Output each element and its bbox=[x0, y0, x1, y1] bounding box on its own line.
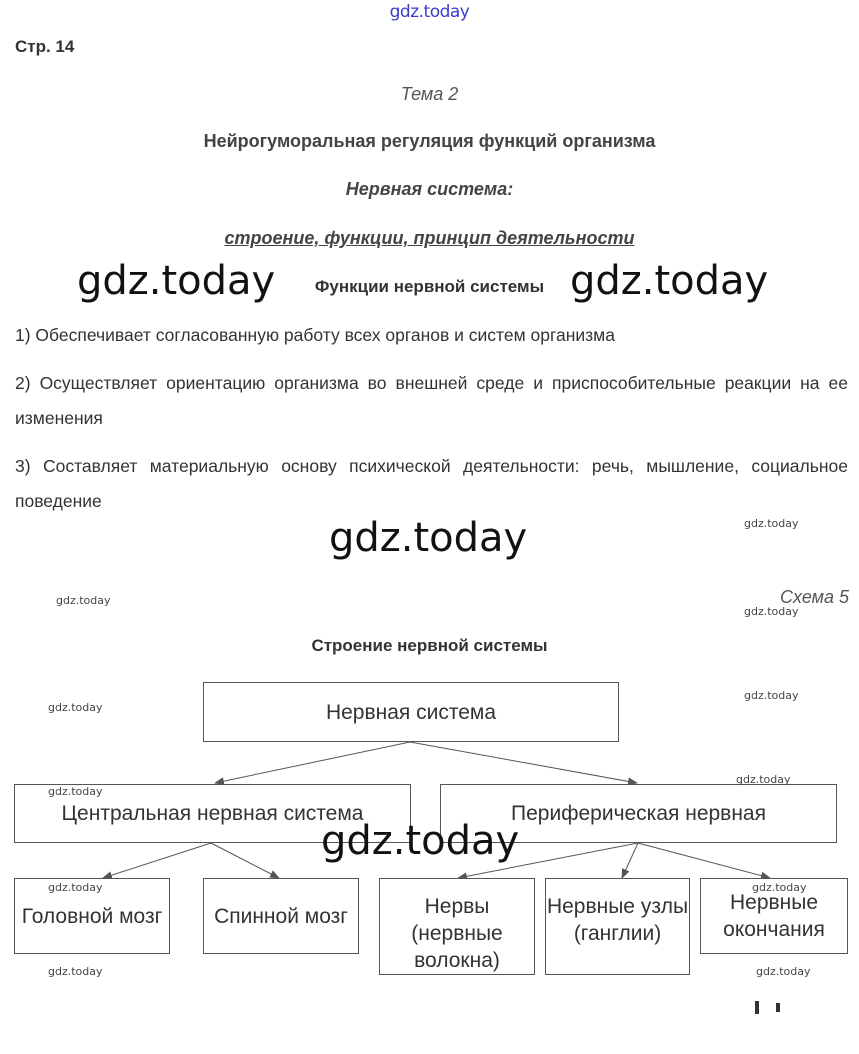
watermark-small: gdz.today bbox=[48, 701, 103, 714]
watermark-small: gdz.today bbox=[744, 605, 799, 618]
arrow-root-central bbox=[215, 742, 410, 783]
arrow-central-spinal bbox=[211, 843, 279, 878]
node-nerves: Нервы (нервные волокна) bbox=[379, 878, 535, 975]
subsection-heading: строение, функции, принцип деятельности bbox=[224, 228, 635, 248]
arrow-central-brain bbox=[103, 843, 211, 878]
watermark-small: gdz.today bbox=[744, 689, 799, 702]
function-item-2: 2) Осуществляет ориентацию организма во внешней среде и приспособительные реакции на ее изменения bbox=[15, 373, 848, 428]
watermark-top: gdz.today bbox=[389, 2, 470, 22]
watermark-large-left: gdz.today bbox=[77, 258, 276, 304]
watermark-small: gdz.today bbox=[736, 773, 791, 786]
node-spinal-cord: Спинной мозг bbox=[203, 878, 359, 954]
node-peripheral-nervous-system: Периферическая нервная bbox=[440, 784, 837, 843]
node-nervous-system: Нервная система bbox=[203, 682, 619, 742]
function-item-1: 1) Обеспечивает согласованную работу всех органов и систем организма bbox=[15, 325, 615, 345]
arrow-peripheral-endings bbox=[638, 843, 770, 878]
node-central-nervous-system: Центральная нервная система bbox=[14, 784, 411, 843]
functions-title: Функции нервной системы bbox=[314, 277, 545, 296]
watermark-small: gdz.today bbox=[752, 881, 807, 894]
main-heading: Нейрогуморальная регуляция функций организма bbox=[203, 131, 656, 151]
function-item-3: 3) Составляет материальную основу психической деятельности: речь, мышление, социальное поведение bbox=[15, 456, 848, 511]
watermark-small: gdz.today bbox=[48, 785, 103, 798]
node-brain: Головной мозг bbox=[14, 878, 170, 954]
watermark-small: gdz.today bbox=[756, 965, 811, 978]
topic-label: Тема 2 bbox=[400, 84, 459, 104]
watermark-large-center: gdz.today bbox=[329, 515, 528, 561]
watermark-large-right: gdz.today bbox=[570, 258, 769, 304]
section-heading: Нервная система: bbox=[345, 179, 514, 199]
schema-number: Схема 5 bbox=[780, 587, 849, 607]
scan-mark bbox=[755, 1001, 759, 1014]
watermark-small: gdz.today bbox=[48, 965, 103, 978]
watermark-large-diagram: gdz.today bbox=[321, 818, 520, 864]
scan-mark bbox=[776, 1003, 780, 1012]
node-nerve-endings: Нервные окончания bbox=[700, 878, 848, 954]
page-label: Стр. 14 bbox=[15, 37, 75, 56]
watermark-small: gdz.today bbox=[48, 881, 103, 894]
node-ganglia: Нервные узлы (ганглии) bbox=[545, 878, 690, 975]
watermark-small: gdz.today bbox=[56, 594, 111, 607]
schema-title: Строение нервной системы bbox=[311, 636, 548, 655]
arrow-root-peripheral bbox=[410, 742, 637, 783]
watermark-small: gdz.today bbox=[744, 517, 799, 530]
arrow-peripheral-ganglia bbox=[622, 843, 638, 878]
